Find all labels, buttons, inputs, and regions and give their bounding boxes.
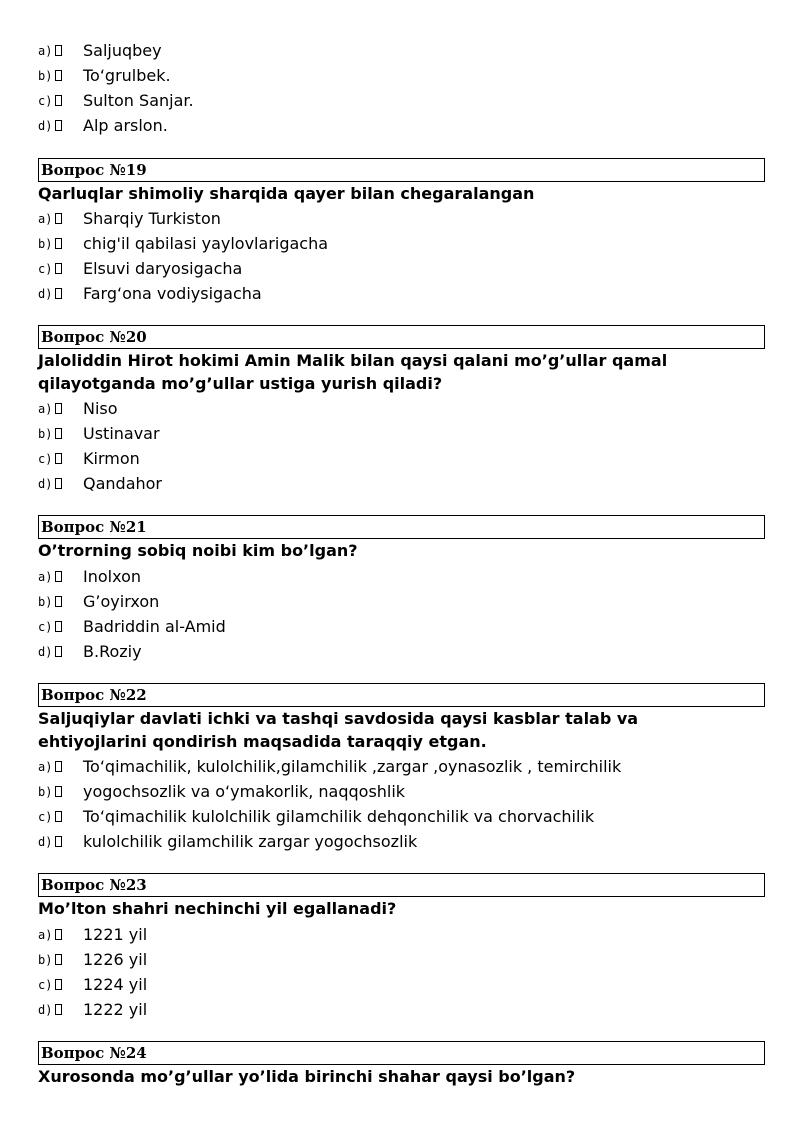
option-text: Inolxon (83, 567, 141, 586)
checkbox-icon (55, 811, 62, 822)
option-text: Kirmon (83, 449, 140, 468)
option-item (38, 63, 194, 88)
option-item (38, 113, 194, 138)
question-text: Mo’lton shahri nechinchi yil egallanadi? (38, 899, 397, 918)
option-marker: b) (38, 69, 83, 83)
option-marker: c) (38, 94, 83, 108)
option-item (38, 281, 328, 306)
checkbox-icon (55, 1004, 62, 1015)
option-marker: d) (38, 645, 83, 659)
checkbox-icon (55, 571, 62, 582)
checkbox-icon (55, 238, 62, 249)
option-item (38, 614, 226, 639)
option-marker: b) (38, 237, 83, 251)
option-marker: a) (38, 928, 83, 942)
checkbox-icon (55, 95, 62, 106)
option-marker: a) (38, 570, 83, 584)
option-item (38, 231, 328, 256)
question-header: Вопрос №19 (38, 158, 765, 182)
checkbox-icon (55, 213, 62, 224)
checkbox-icon (55, 621, 62, 632)
option-text: Farg‘ona vodiysigacha (83, 284, 262, 303)
option-list (38, 564, 226, 664)
question-text: Jaloliddin Hirot hokimi Amin Malik bilan qaysi qalani mo’g’ullar qamal qilayotganda mo’g’ullar ustiga yurish qiladi? (38, 351, 668, 393)
option-marker: a) (38, 44, 83, 58)
option-marker: a) (38, 212, 83, 226)
option-text: Saljuqbey (83, 41, 162, 60)
option-text: 1222 yil (83, 1000, 148, 1019)
option-text: Sulton Sanjar. (83, 91, 194, 110)
option-item (38, 639, 226, 664)
option-text: Alp arslon. (83, 116, 168, 135)
option-marker: d) (38, 835, 83, 849)
option-item (38, 471, 162, 496)
option-text: Sharqiy Turkiston (83, 209, 221, 228)
option-text: 1221 yil (83, 925, 148, 944)
checkbox-icon (55, 929, 62, 940)
option-text: To‘grulbek. (83, 66, 171, 85)
option-item (38, 446, 162, 471)
checkbox-icon (55, 263, 62, 274)
option-item (38, 396, 162, 421)
option-item (38, 997, 147, 1022)
option-marker: d) (38, 1003, 83, 1017)
option-list (38, 206, 328, 306)
option-text: B.Roziy (83, 642, 142, 661)
option-item (38, 589, 226, 614)
option-text: Qandahor (83, 474, 163, 493)
option-text: Badriddin al-Amid (83, 617, 226, 636)
option-marker: b) (38, 785, 83, 799)
option-text: Elsuvi daryosigacha (83, 259, 243, 278)
option-text: To‘qimachilik, kulolchilik,gilamchilik ,zargar ,oynasozlik , temirchilik (83, 757, 622, 776)
checkbox-icon (55, 70, 62, 81)
checkbox-icon (55, 403, 62, 414)
option-marker: c) (38, 452, 83, 466)
option-item (38, 256, 328, 281)
option-list (38, 754, 621, 854)
checkbox-icon (55, 288, 62, 299)
question-text: Xurosonda mo’g’ullar yo’lida birinchi shahar qaysi bo’lgan? (38, 1067, 576, 1086)
question-header: Вопрос №24 (38, 1041, 765, 1065)
option-text: 1226 yil (83, 950, 148, 969)
option-marker: d) (38, 287, 83, 301)
question-text: Saljuqiylar davlati ichki va tashqi savdosida qaysi kasblar talab va ehtiyojlarini qondirish maqsadida taraqqiy etgan. (38, 709, 639, 751)
option-marker: b) (38, 427, 83, 441)
option-marker: c) (38, 978, 83, 992)
option-list (38, 396, 162, 496)
option-marker: a) (38, 760, 83, 774)
option-marker: c) (38, 810, 83, 824)
option-list (38, 922, 147, 1022)
option-item (38, 754, 621, 779)
option-marker: b) (38, 595, 83, 609)
question-header: Вопрос №20 (38, 325, 765, 349)
option-item (38, 38, 194, 63)
option-item (38, 829, 621, 854)
option-marker: d) (38, 119, 83, 133)
checkbox-icon (55, 478, 62, 489)
checkbox-icon (55, 761, 62, 772)
option-marker: a) (38, 402, 83, 416)
question-text: Qarluqlar shimoliy sharqida qayer bilan chegaralangan (38, 184, 535, 203)
checkbox-icon (55, 786, 62, 797)
option-item (38, 421, 162, 446)
option-item (38, 804, 621, 829)
option-item (38, 947, 147, 972)
checkbox-icon (55, 646, 62, 657)
checkbox-icon (55, 453, 62, 464)
option-item (38, 564, 226, 589)
option-text: G’oyirxon (83, 592, 160, 611)
question-header: Вопрос №23 (38, 873, 765, 897)
option-list (38, 38, 194, 138)
question-header: Вопрос №22 (38, 683, 765, 707)
option-item (38, 972, 147, 997)
option-text: yogochsozlik va o‘ymakorlik, naqqoshlik (83, 782, 406, 801)
checkbox-icon (55, 45, 62, 56)
option-item (38, 922, 147, 947)
option-marker: c) (38, 262, 83, 276)
checkbox-icon (55, 836, 62, 847)
option-text: Ustinavar (83, 424, 160, 443)
checkbox-icon (55, 954, 62, 965)
option-text: 1224 yil (83, 975, 148, 994)
question-header: Вопрос №21 (38, 515, 765, 539)
option-marker: c) (38, 620, 83, 634)
option-item (38, 88, 194, 113)
option-item (38, 779, 621, 804)
option-text: chig'il qabilasi yaylovlarigacha (83, 234, 329, 253)
option-text: To‘qimachilik kulolchilik gilamchilik dehqonchilik va chorvachilik (83, 807, 595, 826)
checkbox-icon (55, 120, 62, 131)
checkbox-icon (55, 596, 62, 607)
option-text: Niso (83, 399, 118, 418)
checkbox-icon (55, 979, 62, 990)
option-text: kulolchilik gilamchilik zargar yogochsozlik (83, 832, 418, 851)
question-text: O’trorning sobiq noibi kim bo’lgan? (38, 541, 358, 560)
option-marker: b) (38, 953, 83, 967)
option-marker: d) (38, 477, 83, 491)
checkbox-icon (55, 428, 62, 439)
option-item (38, 206, 328, 231)
